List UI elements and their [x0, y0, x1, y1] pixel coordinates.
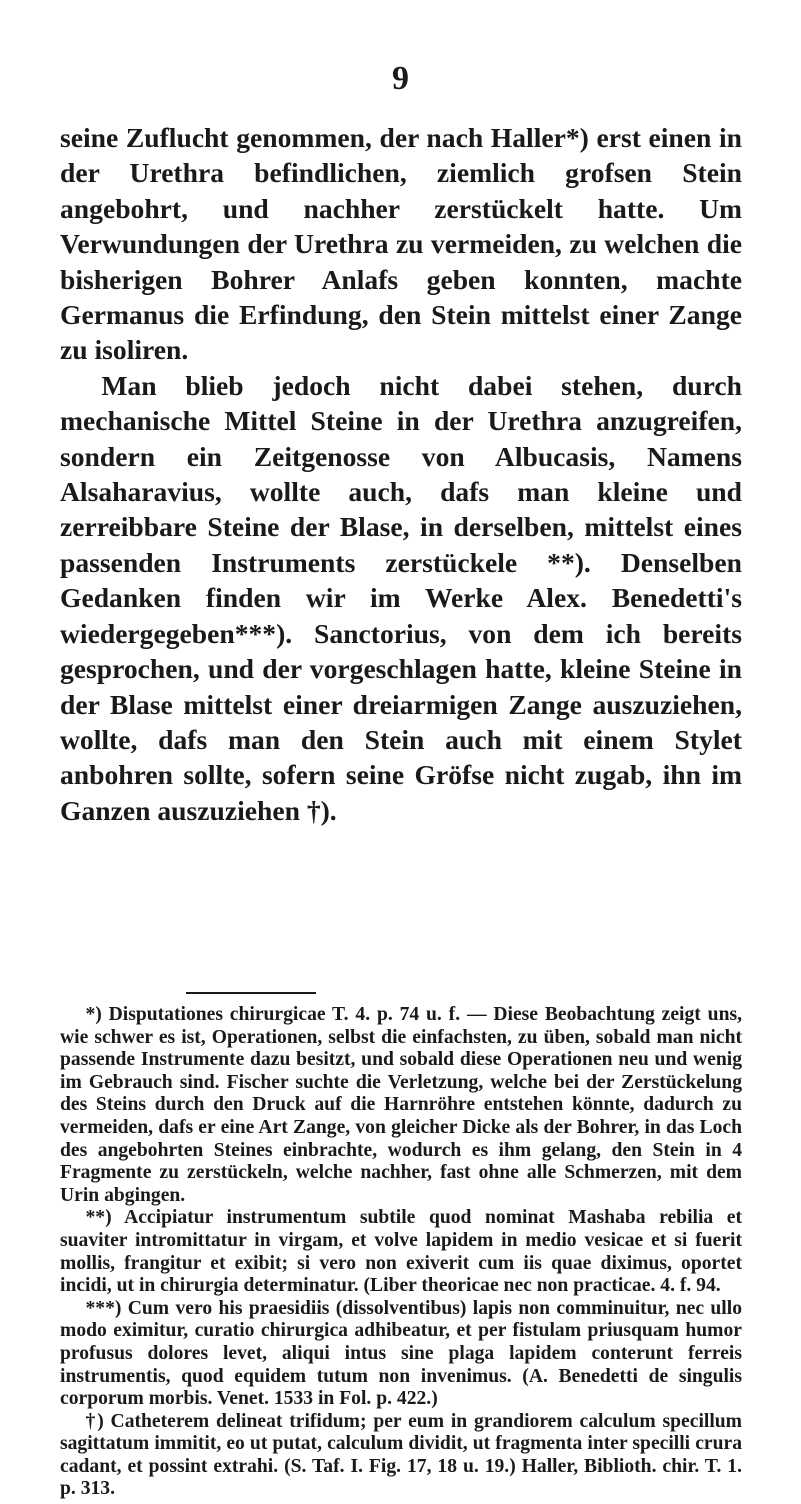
- body-paragraph-1: seine Zuflucht genommen, der nach Haller*) erst einen in der Urethra befindlichen, ziemlich grofsen Stein angebohrt, und nachher zerstückelt hatte. Um Verwundungen der Urethra zu vermeiden, zu welchen die bisherigen Bohrer Anlafs geben konnten, machte Germanus die Erfindung, den Stein mittelst einer Zange zu isoliren.: [60, 122, 742, 366]
- footnote-separator: [186, 992, 316, 994]
- footnote-4: †) Catheterem delineat trifidum; per eum in grandiorem calculum specillum sagittatum immitit, eo ut putat, calculum dividit, ut fragmenta inter specilli crura cadant, et possint extrahi. (S. Taf. I. Fig. 17, 18 u. 19.) Haller, Biblioth. chir. T. 1. p. 313.: [60, 1410, 742, 1500]
- footnote-1: *) Disputationes chirurgicae T. 4. p. 74 u. f. — Diese Beobachtung zeigt uns, wie schwer es ist, Operationen, selbst die einfachsten, zu üben, sobald man nicht passende Instrumente dazu besitzt, und sobald diese Operationen neu und wenig im Gebrauch sind. Fischer suchte die Verletzung, welche bei der Zerstückelung des Steins durch den Druck auf die Harnröhre entstehen könnte, dadurch zu vermeiden, dafs er eine Art Zange, von gleicher Dicke als der Bohrer, in das Loch des angebohrten Steines einbrachte, wodurch es ihm gelang, den Stein in 4 Fragmente zu zerstückeln, welche nachher, fast ohne alle Schmerzen, mit dem Urin abgingen.: [60, 1004, 742, 1206]
- footnote-2: **) Accipiatur instrumentum subtile quod nominat Mashaba rebilia et suaviter intromittatur in virgam, et volve lapidem in medio vesicae et si fuerit mollis, frangitur et exibit; si vero non exiverit cum iis quae diximus, oportet incidi, ut in chirurgia determinatur. (Liber theoricae nec non practicae. 4. f. 94.: [60, 1207, 742, 1297]
- main-text: [60, 120, 742, 828]
- footnote-3: ***) Cum vero his praesidiis (dissolventibus) lapis non comminuitur, nec ullo modo eximitur, curatio chirurgica adhibeatur, et per fistulam priusquam humor profusus dolores levet, aliqui intus sine plaga lapidem conterunt ferreis instrumentis, quod equidem tutum non invenimus. (A. Benedetti de singulis corporum morbis. Venet. 1533 in Fol. p. 422.): [60, 1297, 742, 1410]
- footnotes: [60, 1004, 742, 1501]
- page-number: 9: [392, 60, 409, 97]
- body-paragraph-2: Man blieb jedoch nicht dabei stehen, durch mechanische Mittel Steine in der Urethra anzugreifen, sondern ein Zeitgenosse von Albucasis, Namens Alsaharavius, wollte auch, dafs man kleine und zerreibbare Steine der Blase, in derselben, mittelst eines passenden Instruments zerstückele **). Denselben Gedanken finden wir im Werke Alex. Benedetti's wiedergegeben***). Sanctorius, von dem ich bereits gesprochen, und der vorgeschlagen hatte, kleine Steine in der Blase mittelst einer dreiarmigen Zange auszuziehen, wollte, dafs man den Stein auch mit einem Stylet anbohren sollte, sofern seine Gröfse nicht zugab, ihn im Ganzen auszuziehen †).: [60, 369, 742, 826]
